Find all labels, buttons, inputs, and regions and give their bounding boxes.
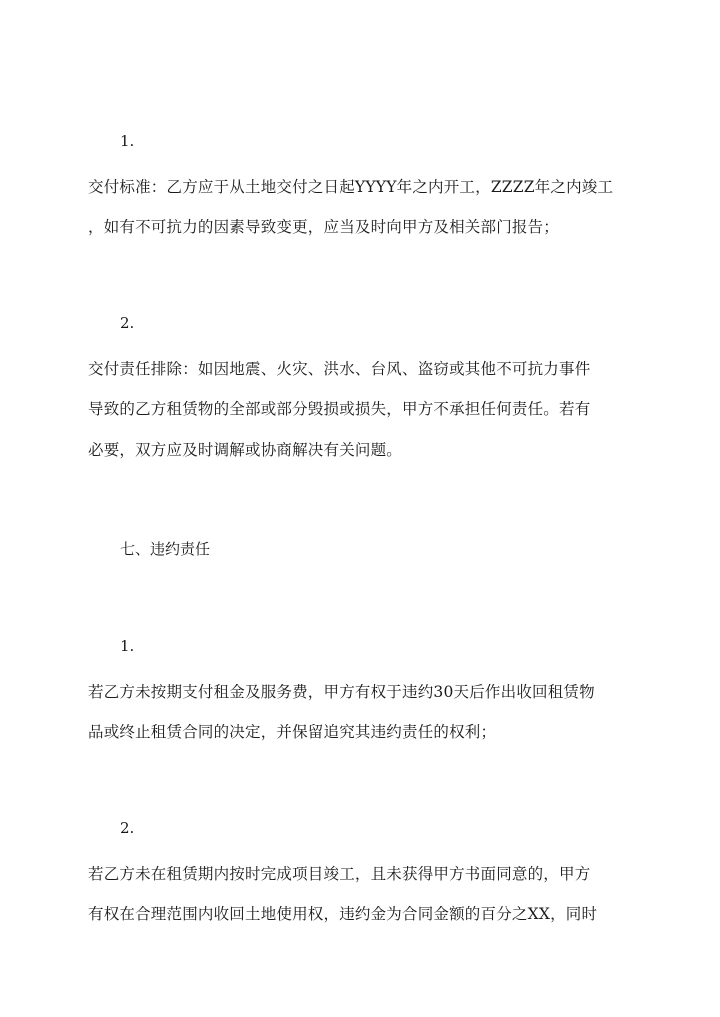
- item-number: 2.: [120, 314, 135, 332]
- paragraph-line: 导致的乙方租赁物的全部或部分毁损或损失，甲方不承担任何责任。若有: [88, 400, 591, 418]
- paragraph-line: 交付标准：乙方应于从土地交付之日起YYYY年之内开工，ZZZZ年之内竣工: [88, 178, 614, 196]
- paragraph-line: 若乙方未按期支付租金及服务费，甲方有权于违约30天后作出收回租赁物: [88, 683, 595, 701]
- paragraph-line: 有权在合理范围内收回土地使用权，违约金为合同金额的百分之XX，同时: [88, 905, 598, 923]
- item-number: 1.: [120, 132, 135, 150]
- paragraph-line: 必要，双方应及时调解或协商解决有关问题。: [88, 441, 403, 459]
- item-number: 2.: [120, 819, 135, 837]
- item-number: 1.: [120, 637, 135, 655]
- paragraph-line: 若乙方未在租赁期内按时完成项目竣工，且未获得甲方书面同意的，甲方: [88, 865, 591, 883]
- paragraph-line: 品或终止租赁合同的决定，并保留追究其违约责任的权利；: [88, 723, 497, 741]
- paragraph-line: ，如有不可抗力的因素导致变更，应当及时向甲方及相关部门报告；: [88, 218, 560, 236]
- paragraph-line: 交付责任排除：如因地震、火灾、洪水、台风、盗窃或其他不可抗力事件: [88, 360, 591, 378]
- section-heading: 七、违约责任: [120, 540, 211, 558]
